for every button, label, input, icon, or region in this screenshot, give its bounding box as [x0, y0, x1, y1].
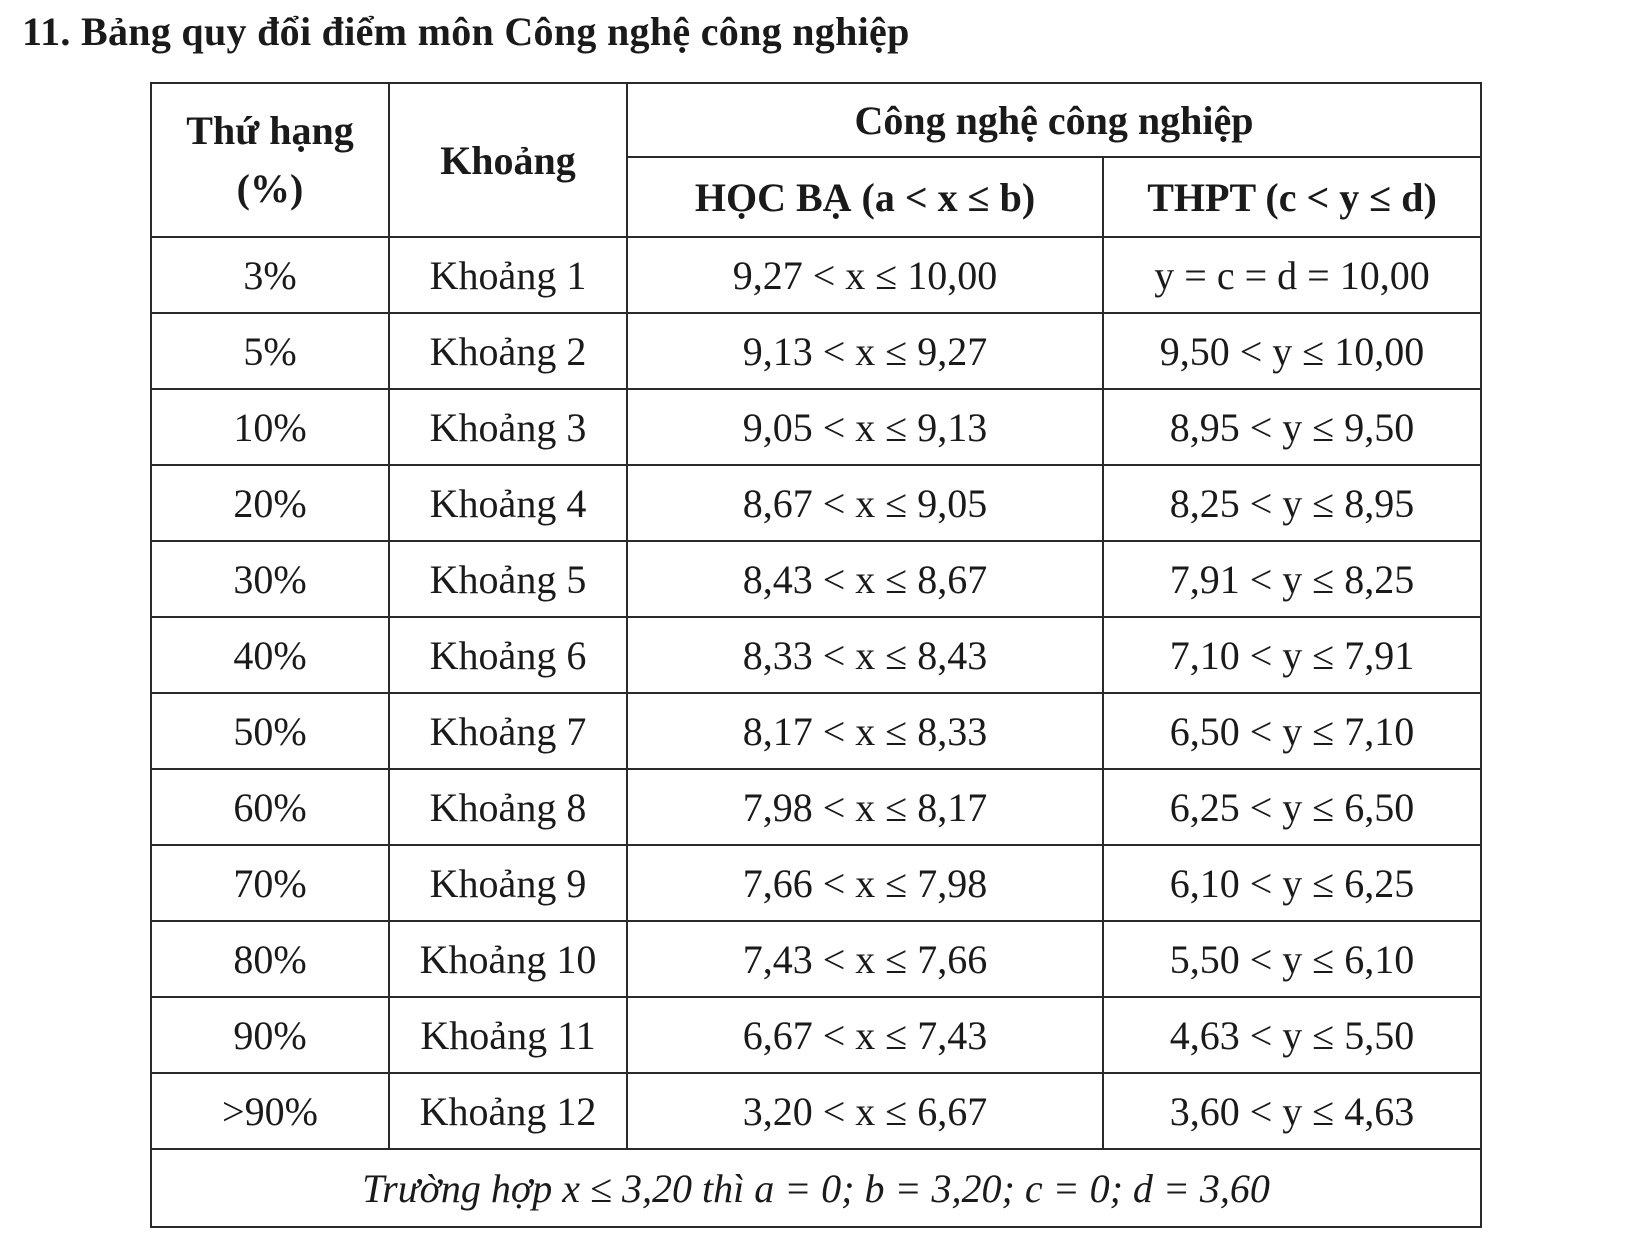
table-note: Trường hợp x ≤ 3,20 thì a = 0; b = 3,20; c = 0; d = 3,60 — [151, 1149, 1481, 1227]
cell-thpt: 4,63 < y ≤ 5,50 — [1103, 997, 1481, 1073]
cell-thpt: 7,91 < y ≤ 8,25 — [1103, 541, 1481, 617]
cell-rank: 30% — [151, 541, 389, 617]
cell-rank: 3% — [151, 237, 389, 313]
cell-hoc-ba: 3,20 < x ≤ 6,67 — [627, 1073, 1103, 1149]
table-row — [151, 693, 1481, 769]
cell-rank: 5% — [151, 313, 389, 389]
cell-range: Khoảng 11 — [389, 997, 627, 1073]
cell-rank: 60% — [151, 769, 389, 845]
cell-thpt: 8,95 < y ≤ 9,50 — [1103, 389, 1481, 465]
cell-hoc-ba: 9,13 < x ≤ 9,27 — [627, 313, 1103, 389]
table-row — [151, 997, 1481, 1073]
cell-range: Khoảng 12 — [389, 1073, 627, 1149]
cell-range: Khoảng 4 — [389, 465, 627, 541]
cell-rank: >90% — [151, 1073, 389, 1149]
cell-hoc-ba: 9,05 < x ≤ 9,13 — [627, 389, 1103, 465]
cell-hoc-ba: 8,67 < x ≤ 9,05 — [627, 465, 1103, 541]
header-hoc-ba: HỌC BẠ (a < x ≤ b) — [627, 157, 1103, 237]
conversion-table-container — [150, 82, 1480, 1228]
table-row — [151, 617, 1481, 693]
cell-rank: 50% — [151, 693, 389, 769]
table-row — [151, 389, 1481, 465]
table-row — [151, 1073, 1481, 1149]
cell-thpt: 8,25 < y ≤ 8,95 — [1103, 465, 1481, 541]
cell-thpt: 6,50 < y ≤ 7,10 — [1103, 693, 1481, 769]
cell-hoc-ba: 7,66 < x ≤ 7,98 — [627, 845, 1103, 921]
header-range: Khoảng — [389, 83, 627, 237]
header-rank-line2: (%) — [236, 166, 304, 211]
cell-range: Khoảng 9 — [389, 845, 627, 921]
table-row — [151, 845, 1481, 921]
cell-range: Khoảng 3 — [389, 389, 627, 465]
header-group: Công nghệ công nghiệp — [627, 83, 1481, 157]
cell-hoc-ba: 9,27 < x ≤ 10,00 — [627, 237, 1103, 313]
table-row — [151, 237, 1481, 313]
table-row — [151, 313, 1481, 389]
cell-hoc-ba: 7,98 < x ≤ 8,17 — [627, 769, 1103, 845]
cell-thpt: 5,50 < y ≤ 6,10 — [1103, 921, 1481, 997]
cell-range: Khoảng 2 — [389, 313, 627, 389]
cell-rank: 40% — [151, 617, 389, 693]
table-row — [151, 541, 1481, 617]
cell-thpt: y = c = d = 10,00 — [1103, 237, 1481, 313]
table-row — [151, 769, 1481, 845]
cell-rank: 80% — [151, 921, 389, 997]
cell-range: Khoảng 6 — [389, 617, 627, 693]
cell-thpt: 7,10 < y ≤ 7,91 — [1103, 617, 1481, 693]
cell-range: Khoảng 1 — [389, 237, 627, 313]
cell-range: Khoảng 7 — [389, 693, 627, 769]
cell-hoc-ba: 7,43 < x ≤ 7,66 — [627, 921, 1103, 997]
note-row — [151, 1149, 1481, 1227]
page-title: 11. Bảng quy đổi điểm môn Công nghệ công nghiệp — [22, 9, 910, 54]
cell-hoc-ba: 6,67 < x ≤ 7,43 — [627, 997, 1103, 1073]
cell-rank: 20% — [151, 465, 389, 541]
cell-rank: 10% — [151, 389, 389, 465]
cell-hoc-ba: 8,43 < x ≤ 8,67 — [627, 541, 1103, 617]
header-thpt: THPT (c < y ≤ d) — [1103, 157, 1481, 237]
table-row — [151, 921, 1481, 997]
cell-range: Khoảng 8 — [389, 769, 627, 845]
cell-range: Khoảng 5 — [389, 541, 627, 617]
table-row — [151, 465, 1481, 541]
cell-thpt: 6,25 < y ≤ 6,50 — [1103, 769, 1481, 845]
cell-thpt: 6,10 < y ≤ 6,25 — [1103, 845, 1481, 921]
cell-hoc-ba: 8,33 < x ≤ 8,43 — [627, 617, 1103, 693]
cell-rank: 70% — [151, 845, 389, 921]
header-rank-line1: Thứ hạng — [186, 108, 354, 153]
cell-thpt: 3,60 < y ≤ 4,63 — [1103, 1073, 1481, 1149]
conversion-table — [150, 82, 1482, 1228]
cell-thpt: 9,50 < y ≤ 10,00 — [1103, 313, 1481, 389]
cell-hoc-ba: 8,17 < x ≤ 8,33 — [627, 693, 1103, 769]
cell-rank: 90% — [151, 997, 389, 1073]
header-rank — [151, 83, 389, 237]
cell-range: Khoảng 10 — [389, 921, 627, 997]
